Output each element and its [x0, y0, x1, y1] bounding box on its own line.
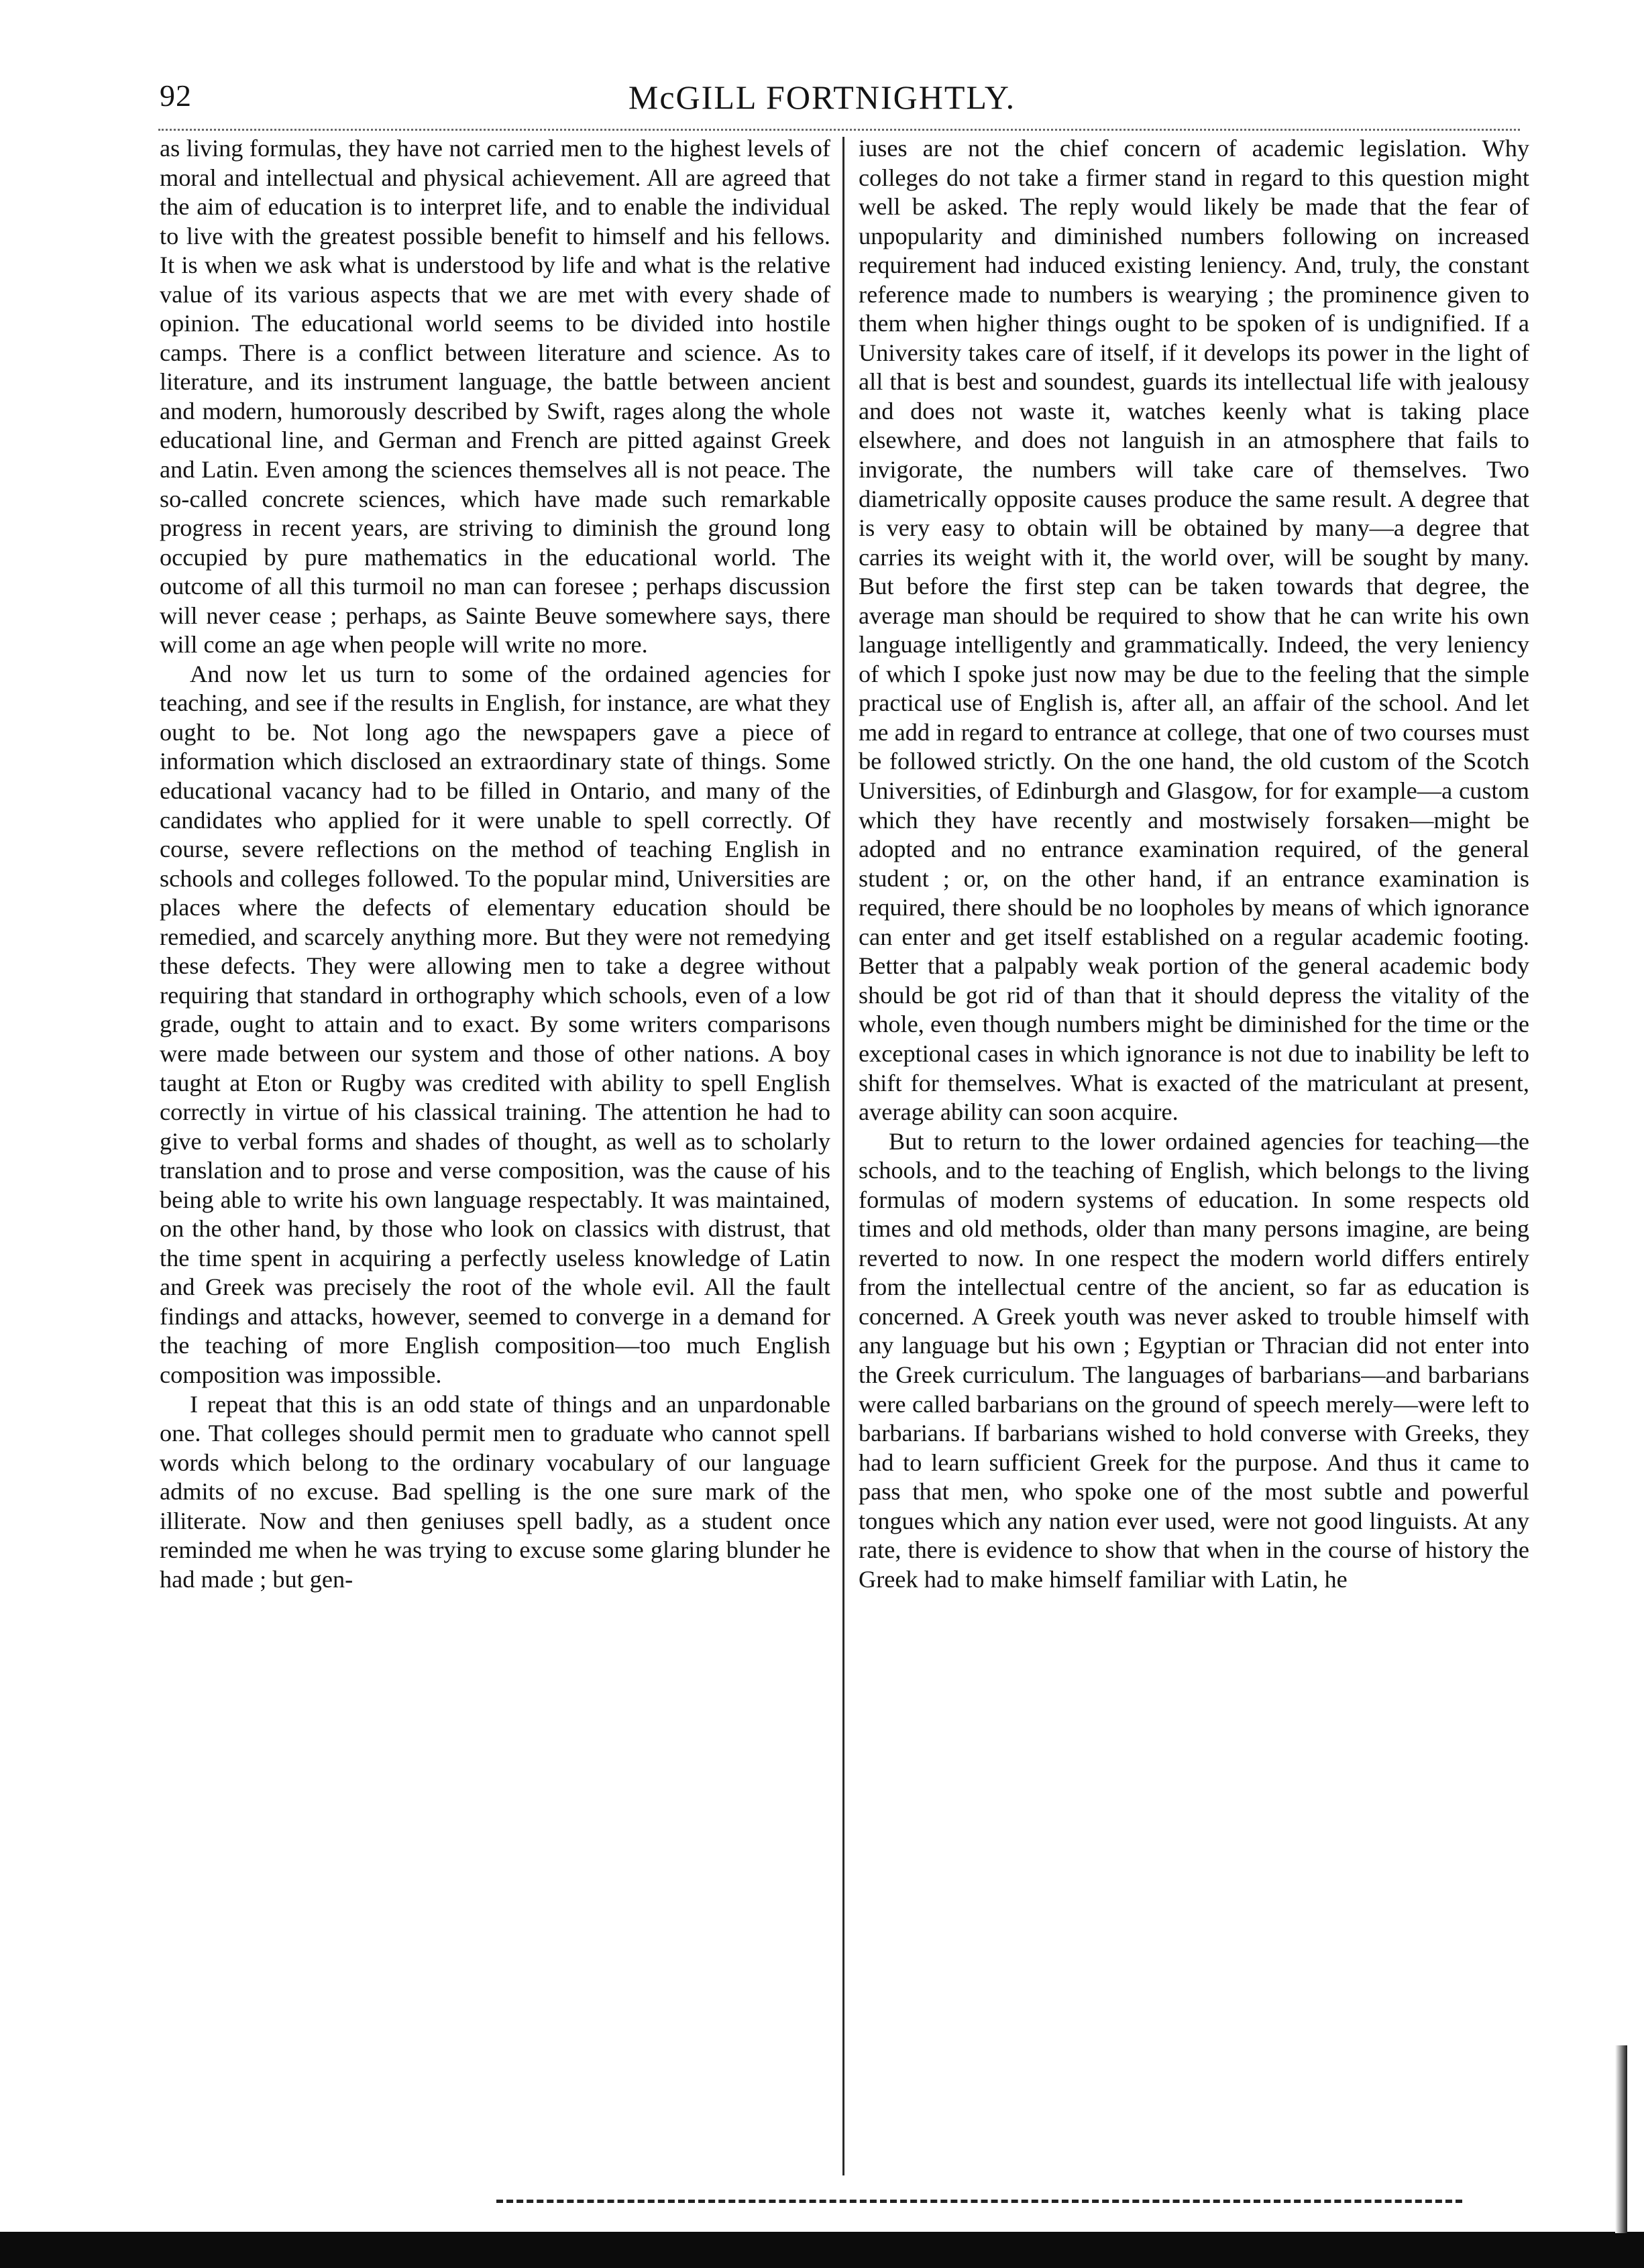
right-column: [859, 134, 1529, 1594]
paragraph: as living formulas, they have not carried men to the highest levels of moral and intellectual and physical achievement. All are agreed that the aim of education is to interpret life, and to enable the individual to live with the greatest possible benefit to himself and his fellows. It is when we ask what is understood by life and what is the relative value of its various aspects that we are met with every shade of opinion. The educational world seems to be divided into hostile camps. There is a conflict between literature and science. As to literature, and its instrument language, the battle between ancient and modern, humorously described by Swift, rages along the whole educational line, and German and French are pitted against Greek and Latin. Even among the sciences themselves all is not peace. The so-called concrete sciences, which have made such remarkable progress in recent years, are striving to diminish the ground long occupied by pure mathematics in the educational world. The outcome of all this turmoil no man can foresee ; perhaps discussion will never cease ; perhaps, as Sainte Beuve somewhere says, there will come an age when people will write no more.: [160, 135, 830, 659]
bottom-dashed-rule: [496, 2200, 1462, 2203]
paragraph: But to return to the lower ordained agencies for teaching—the schools, and to the teaching of English, which belongs to the living formulas of modern systems of education. In some respects old times and old methods, older than many persons imagine, are being reverted to now. In one respect the modern world differs entirely from the intellectual centre of the ancient, so far as education is concerned. A Greek youth was never asked to trouble himself with any language but his own ; Egyptian or Thracian did not enter into the Greek curriculum. The languages of barbarians—and barbarians were called barbarians on the ground of speech merely—were left to barbarians. If barbarians wished to hold converse with Greeks, they had to learn sufficient Greek for the purpose. And thus it came to pass that men, who spoke one of the most subtle and powerful tongues which any nation ever used, were not good linguists. At any rate, there is evidence to show that when in the course of history the Greek had to make himself familiar with Latin, he: [859, 1127, 1529, 1593]
column-divider: [842, 137, 844, 2175]
running-head: McGILL FORTNIGHTLY.: [628, 78, 1016, 116]
header-rule: [158, 129, 1520, 131]
scan-bottom-edge: [0, 2232, 1644, 2268]
paragraph: And now let us turn to some of the ordained agencies for teaching, and see if the results in English, for instance, are what they ought to be. Not long ago the newspapers gave a piece of information which disclosed an extraordinary state of things. Some educational vacancy had to be filled in Ontario, and many of the candidates who applied for it were unable to spell correctly. Of course, severe reflections on the method of teaching English in schools and colleges followed. To the popular mind, Universities are places where the defects of elementary education should be remedied, and scarcely anything more. But they were not remedying these defects. They were allowing men to take a degree without requiring that standard in orthography which schools, even of a low grade, ought to attain and to exact. By some writers comparisons were made between our system and those of other nations. A boy taught at Eton or Rugby was credited with ability to spell English correctly in virtue of his classical training. The attention he had to give to verbal forms and shades of thought, as well as to scholarly translation and to prose and verse composition, was the cause of his being able to write his own language respectably. It was maintained, on the other hand, by those who look on classics with distrust, that the time spent in acquiring a perfectly useless knowledge of Latin and Greek was precisely the root of the whole evil. All the fault findings and attacks, however, seemed to converge in a demand for the teaching of more English composition—too much English composition was impossible.: [160, 660, 830, 1388]
paragraph: I repeat that this is an odd state of things and an unpardonable one. That colleges should permit men to graduate who cannot spell words which belong to the ordinary vocabulary of our language admits of no excuse. Bad spelling is the one sure mark of the illiterate. Now and then geniuses spell badly, as a student once reminded me when he was trying to excuse some glaring blunder he had made ; but gen-: [160, 1390, 830, 1593]
paragraph: iuses are not the chief concern of academic legislation. Why colleges do not take a firmer stand in regard to this question might well be asked. The reply would likely be made that the fear of unpopularity and diminished numbers following on increased requirement had induced existing leniency. And, truly, the constant reference made to numbers is wearying ; the prominence given to them when higher things ought to be spoken of is undignified. If a University takes care of itself, if it develops its power in the light of all that is best and soundest, guards its intellectual life with jealousy and does not waste it, watches keenly what is taking place elsewhere, and does not languish in an atmosphere that fails to invigorate, the numbers will take care of themselves. Two diametrically opposite causes produce the same result. A degree that is very easy to obtain will be obtained by many—a degree that carries its weight with it, the world over, will be sought by many. But before the first step can be taken towards that degree, the average man should be required to show that he can write his own language intelligently and grammatically. Indeed, the very leniency of which I spoke just now may be due to the feeling that the simple practical use of English is, after all, an affair of the school. And let me add in regard to entrance at college, that one of two courses must be followed strictly. On the one hand, the old custom of the Scotch Universities, of Edinburgh and Glasgow, for for example—a custom which they have recently and mostwisely forsaken—might be adopted and no entrance examination required, of the general student ; or, on the other hand, if an entrance examination is required, there should be no loopholes by means of which ignorance can enter and get itself established on a regular academic footing. Better that a palpably weak portion of the general academic body should be got rid of than that it should depress the vitality of the whole, even though numbers might be diminished for the time or the exceptional cases in which ignorance is not due to inability be left to shift for themselves. What is exacted of the matriculant at present, average ability can soon acquire.: [859, 135, 1529, 1126]
scan-right-edge: [1615, 2045, 1627, 2233]
page-number: 92: [160, 78, 192, 113]
left-column: [160, 134, 830, 1594]
